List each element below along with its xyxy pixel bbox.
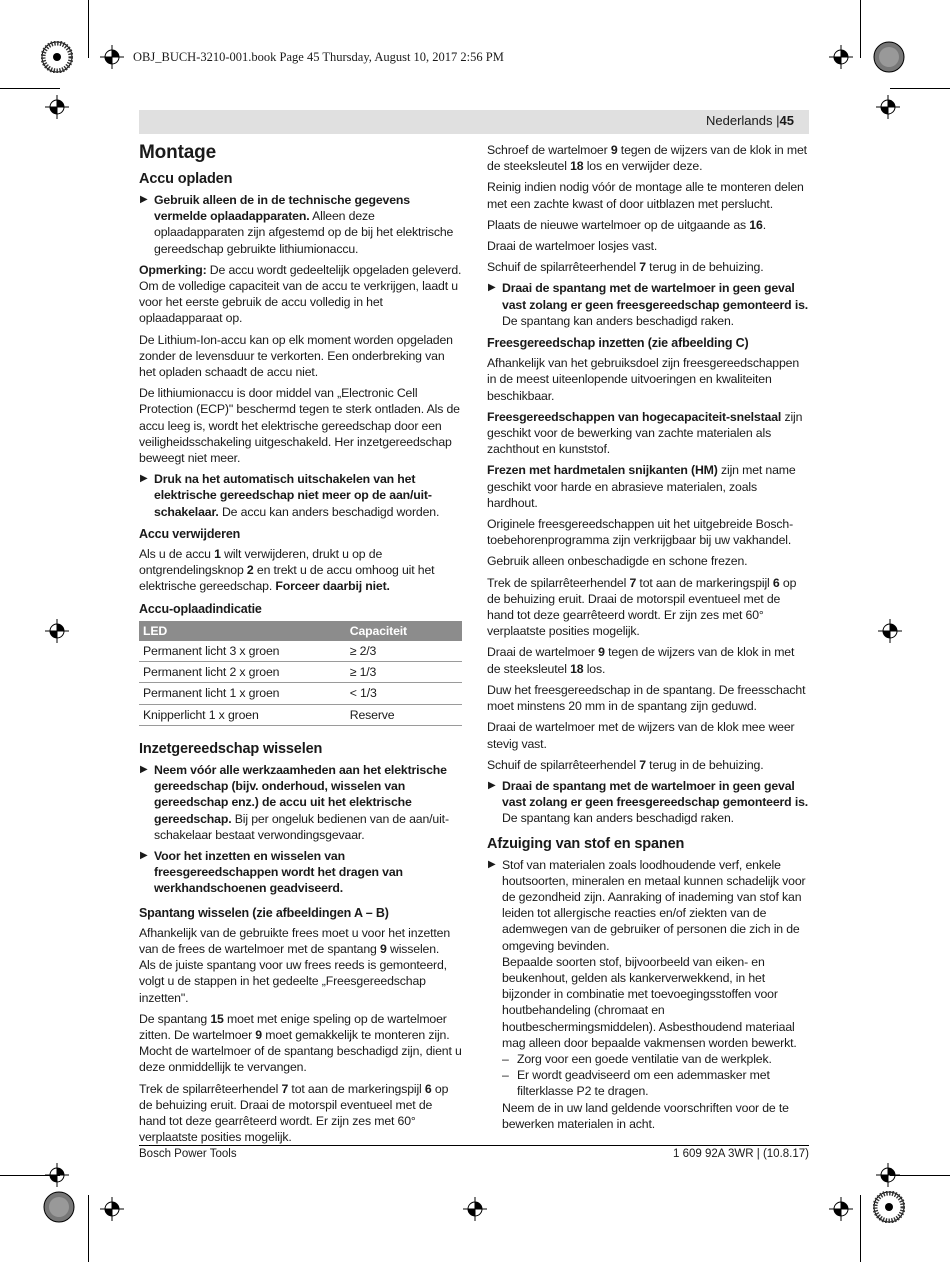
paragraph	[487, 757, 809, 773]
table-row	[139, 704, 462, 725]
ref-number: 7	[639, 260, 646, 275]
warning-bullet	[139, 192, 462, 257]
led-cell: Permanent licht 3 x groen	[139, 641, 346, 662]
triangle-bullet-icon: ▶	[140, 849, 148, 861]
paragraph	[487, 142, 809, 174]
paragraph: Gebruik alleen onbeschadigde en schone frezen.	[487, 554, 748, 569]
section-title: Montage	[139, 142, 217, 163]
ref-number: 9	[598, 645, 605, 660]
bold-text: Forceer daarbij niet.	[275, 579, 390, 594]
ref-number: 9	[610, 143, 618, 157]
text: Als u de accu	[139, 547, 215, 562]
ref-number: 16	[749, 217, 763, 232]
text: terug in de behuizing.	[645, 757, 764, 772]
ref-number: 2	[246, 563, 254, 578]
paragraph	[487, 259, 809, 275]
text: los.	[583, 661, 606, 676]
heading-spantang: Spantang wisselen (zie afbeeldingen A – B)	[139, 905, 389, 920]
registration-crosshair-icon	[878, 619, 902, 643]
warning-bullet	[487, 280, 809, 329]
bold-text: Frezen met hardmetalen snijkanten (HM)	[487, 463, 718, 478]
table-row	[139, 641, 462, 662]
paragraph	[487, 217, 809, 233]
registration-rosette-icon	[43, 1191, 75, 1223]
registration-crosshair-icon	[463, 1197, 487, 1221]
charge-indicator-table	[139, 621, 462, 726]
bullet-text: Alleen deze oplaadapparaten zijn afgestemd op de bij het elektrische gereedschap gebruikte lithiumionaccu.	[154, 209, 454, 256]
bullet-bold-text: Gebruik alleen de in de technische gegevens vermelde oplaadapparaten.	[154, 193, 410, 224]
list-text: Er wordt geadviseerd om een ademmasker met filterklasse P2 te dragen.	[517, 1068, 770, 1099]
led-cell: Permanent licht 2 x groen	[139, 662, 346, 683]
note-text: De accu wordt gedeeltelijk opgeladen geleverd. Om de volledige capaciteit van de accu te verkrijgen, laadt u voor het eerste gebruik de accu volledig in het oplaadapparaat op.	[139, 262, 462, 326]
text: Plaats de nieuwe wartelmoer op de uitgaande as	[487, 217, 750, 232]
triangle-bullet-icon: ▶	[140, 763, 148, 775]
paragraph: De lithiumionaccu is door middel van „Electronic Cell Protection (ECP)" beschermd tegen te sterk ontladen. Als de accu leeg is, wordt het elektrische gereedschap door een veiligheidsschakeling uitgeschakeld. Her inzetgereedschap beweegt niet meer.	[139, 386, 460, 466]
capacity-cell: < 1/3	[346, 683, 462, 704]
text: De spantang	[139, 1011, 211, 1026]
paragraph: Draai de wartelmoer met de wijzers van de klok mee weer stevig vast.	[487, 720, 795, 751]
registration-rosette-icon	[41, 41, 73, 73]
ref-number: 9	[255, 1027, 262, 1042]
footer-brand: Bosch Power Tools	[139, 1148, 237, 1160]
ref-number: 7	[629, 575, 637, 590]
heading-accu-verwijderen: Accu verwijderen	[139, 526, 241, 541]
text: wisselen.	[386, 941, 440, 956]
crop-mark	[0, 88, 60, 89]
led-cell: Knipperlicht 1 x groen	[139, 704, 346, 725]
text: Schuif de spilarrêteerhendel	[487, 757, 640, 772]
text: wilt verwijderen, drukt u op de ontgrendelingsknop	[139, 547, 383, 578]
paragraph: Neem de in uw land geldende voorschriften voor de te bewerken materialen in acht.	[502, 1100, 789, 1131]
ref-number: 15	[210, 1011, 224, 1026]
triangle-bullet-icon: ▶	[140, 194, 148, 205]
paragraph	[487, 575, 809, 640]
bullet-text: De spantang kan anders beschadigd raken.	[502, 811, 734, 826]
page-number: 45	[779, 113, 794, 128]
text: moet met enige speling op de wartelmoer zitten. De wartelmoer	[139, 1011, 447, 1042]
paragraph: Reinig indien nodig vóór de montage alle te monteren delen met een zachte kwast of door uitblazen met perslucht.	[487, 180, 804, 211]
text: zijn geschikt voor de bewerking van zachte materialen als zachthout en kunststof.	[487, 409, 803, 457]
left-column	[139, 142, 462, 1150]
paragraph	[139, 1081, 462, 1146]
text: Trek de spilarrêteerhendel	[487, 575, 630, 590]
registration-crosshair-icon	[45, 1163, 69, 1187]
note-label: Opmerking:	[139, 262, 207, 277]
bullet-bold-text: Draai de spantang met de wartelmoer in geen geval vast zolang er geen freesgereedschap gemonteerd is.	[502, 778, 809, 810]
text: Schuif de spilarrêteerhendel	[487, 260, 640, 275]
ref-number: 6	[424, 1081, 432, 1096]
triangle-bullet-icon: ▶	[140, 473, 148, 485]
column-header-capaciteit: Capaciteit	[346, 621, 462, 641]
text: tegen de wijzers van de klok in met de steeksleutel	[487, 645, 795, 676]
heading-afzuiging: Afzuiging van stof en spanen	[487, 835, 685, 852]
text: zijn met name geschikt voor harde en abrasieve materialen, zoals hardhout.	[487, 463, 796, 510]
registration-crosshair-icon	[829, 1197, 853, 1221]
heading-accu-opladen: Accu opladen	[139, 171, 233, 187]
text: Afhankelijk van de gebruikte frees moet u voor het inzetten van de frees de wartelmoer met de spantang	[139, 925, 451, 956]
crop-mark	[860, 1195, 861, 1262]
table-row	[139, 683, 462, 704]
heading-inzetgereedschap: Inzetgereedschap wisselen	[139, 740, 323, 757]
text: terug in de behuizing.	[645, 260, 764, 275]
text: moet gemakkelijk te monteren zijn. Mocht de wartelmoer of de spantang beschadigd zijn, dient u deze onmiddellijk te vervangen.	[139, 1027, 462, 1075]
crop-mark	[88, 1195, 89, 1262]
paragraph	[139, 546, 462, 595]
ref-number: 7	[639, 757, 646, 772]
registration-rosette-icon	[873, 41, 905, 73]
capacity-cell: ≥ 2/3	[346, 641, 462, 662]
bullet-bold-text: Draai de spantang met de wartelmoer in geen geval vast zolang er geen freesgereedschap gemonteerd is.	[502, 281, 809, 312]
bullet-text: Bij per ongeluk bedienen van de aan/uit-schakelaar bestaat verwondingsgevaar.	[154, 811, 449, 842]
paragraph	[487, 644, 809, 676]
dash-bullet: –	[502, 1051, 509, 1066]
paragraph: De Lithium-Ion-accu kan op elk moment worden opgeladen zonder de levensduur te verkorten. Een onderbreking van het opladen schaadt de accu niet.	[139, 332, 453, 380]
running-head-language: Nederlands	[706, 113, 773, 128]
registration-crosshair-icon	[45, 619, 69, 643]
registration-crosshair-icon	[829, 45, 853, 69]
heading-freesgereedschap-inzetten: Freesgereedschap inzetten (zie afbeelding C)	[487, 336, 749, 351]
text: tot aan de markeringspijl	[288, 1081, 425, 1096]
text: Als de juiste spantang voor uw frees reeds is gemonteerd, volgt u de stappen in het gedeelte „Freesgereedschap inzetten".	[139, 958, 447, 1005]
text: op de behuizing eruit. Draai de motorspil eventueel met de hand tot deze gearrêteerd wordt. Er zijn zes met 60° verplaatste posities mogelijk.	[139, 1081, 449, 1145]
paragraph: Afhankelijk van het gebruiksdoel zijn freesgereedschappen in de meest uiteenlopende uitvoeringen en kwaliteiten beschikbaar.	[487, 356, 800, 403]
table-header-row	[139, 621, 462, 641]
warning-bullet	[139, 762, 462, 843]
paragraph	[487, 462, 809, 511]
dash-list-item	[487, 1067, 809, 1099]
crop-mark	[860, 0, 861, 58]
capacity-cell: ≥ 1/3	[346, 662, 462, 683]
heading-oplaadindicatie: Accu-oplaadindicatie	[139, 601, 262, 616]
note-paragraph	[139, 262, 462, 327]
ref-number: 18	[570, 159, 584, 174]
text: en trekt u de accu omhoog uit het elektrische gereedschap.	[139, 563, 435, 594]
running-head-separator: |	[776, 113, 780, 128]
warning-bullet	[487, 857, 809, 954]
bullet-text: De spantang kan anders beschadigd raken.	[502, 313, 734, 328]
warning-bullet	[139, 471, 462, 520]
warning-bullet	[139, 848, 462, 897]
paragraph: Draai de wartelmoer losjes vast.	[487, 239, 658, 254]
dash-list-item	[487, 1051, 809, 1067]
triangle-bullet-icon: ▶	[488, 282, 496, 294]
crop-mark	[88, 0, 89, 58]
paragraph: Bepaalde soorten stof, bijvoorbeeld van eiken- en beukenhout, gelden als kankerverwekkend, in het bijzonder in combinatie met toevoegingsstoffen voor houtbehandeling (chromaat en houtbeschermingsmiddelen). Asbesthoudend materiaal mag alleen door bepaalde vakmensen worden bewerkt.	[502, 954, 797, 1050]
paragraph	[487, 409, 809, 458]
text: Trek de spilarrêteerhendel	[139, 1081, 282, 1096]
ref-number: 9	[380, 941, 387, 956]
bullet-text: De accu kan anders beschadigd worden.	[218, 504, 440, 519]
triangle-bullet-icon: ▶	[488, 858, 496, 870]
led-cell: Permanent licht 1 x groen	[139, 683, 346, 704]
registration-rosette-icon	[873, 1191, 905, 1223]
registration-crosshair-icon	[45, 95, 69, 119]
ref-number: 7	[281, 1081, 289, 1096]
paragraph: Originele freesgereedschappen uit het uitgebreide Bosch-toebehorenprogramma zijn verkrijgbaar bij uw vakhandel.	[487, 517, 794, 548]
column-header-led: LED	[139, 621, 346, 641]
text: tot aan de markeringspijl	[636, 575, 773, 590]
paragraph	[139, 1011, 462, 1076]
bullet-bold-text: Voor het inzetten en wisselen van freesgereedschappen wordt het dragen van werkhandschoenen geadviseerd.	[154, 848, 403, 896]
table-row	[139, 662, 462, 683]
bullet-text: Stof van materialen zoals loodhoudende verf, enkele houtsoorten, mineralen en metaal kunnen schadelijk voor de gezondheid zijn. Aanraking of inademing van stof kan leiden tot allergische reacties en/of ziekten van de ademwegen van de gebruiker of personen die zich in de omgeving bevinden.	[502, 857, 806, 953]
crop-mark	[890, 88, 950, 89]
print-slug: OBJ_BUCH-3210-001.book Page 45 Thursday, August 10, 2017 2:56 PM	[133, 50, 504, 64]
paragraph	[139, 925, 462, 1006]
bullet-bold-text: Neem vóór alle werkzaamheden aan het elektrische gereedschap (bijv. onderhoud, wisselen van gereedschap enz.) de accu uit het elektrische gereedschap.	[154, 762, 447, 826]
right-column	[487, 142, 809, 1137]
text: Draai de wartelmoer	[487, 645, 599, 660]
text: .	[762, 217, 766, 232]
registration-crosshair-icon	[876, 95, 900, 119]
list-text: Zorg voor een goede ventilatie van de werkplek.	[517, 1051, 772, 1066]
text: tegen de wijzers van de klok in met de steeksleutel	[487, 143, 807, 174]
ref-number: 6	[772, 575, 780, 590]
text: Schroef de wartelmoer	[487, 143, 611, 157]
running-head	[706, 113, 794, 128]
bullet-bold-text: Druk na het automatisch uitschakelen van het elektrische gereedschap niet meer op de aan/uit-schakelaar.	[154, 472, 432, 519]
footer-doc-number: 1 609 92A 3WR | (10.8.17)	[673, 1148, 809, 1160]
registration-crosshair-icon	[100, 45, 124, 69]
dash-bullet: –	[502, 1068, 509, 1083]
footer-rule	[139, 1145, 809, 1146]
ref-number: 18	[570, 661, 584, 676]
text: los en verwijder deze.	[583, 159, 703, 174]
bold-text: Freesgereedschappen van hogecapaciteit-snelstaal	[487, 409, 782, 424]
warning-bullet	[487, 778, 809, 827]
paragraph: Duw het freesgereedschap in de spantang. De freesschacht moet minstens 20 mm in de spantang zijn geduwd.	[487, 682, 806, 714]
registration-crosshair-icon	[876, 1163, 900, 1187]
triangle-bullet-icon: ▶	[488, 779, 496, 791]
text: op de behuizing eruit. Draai de motorspil eventueel met de hand tot deze gearrêteerd wordt. Er zijn zes met 60° verplaatste posities mogelijk.	[487, 575, 797, 639]
registration-crosshair-icon	[100, 1197, 124, 1221]
ref-number: 1	[214, 547, 221, 562]
capacity-cell: Reserve	[346, 704, 462, 725]
